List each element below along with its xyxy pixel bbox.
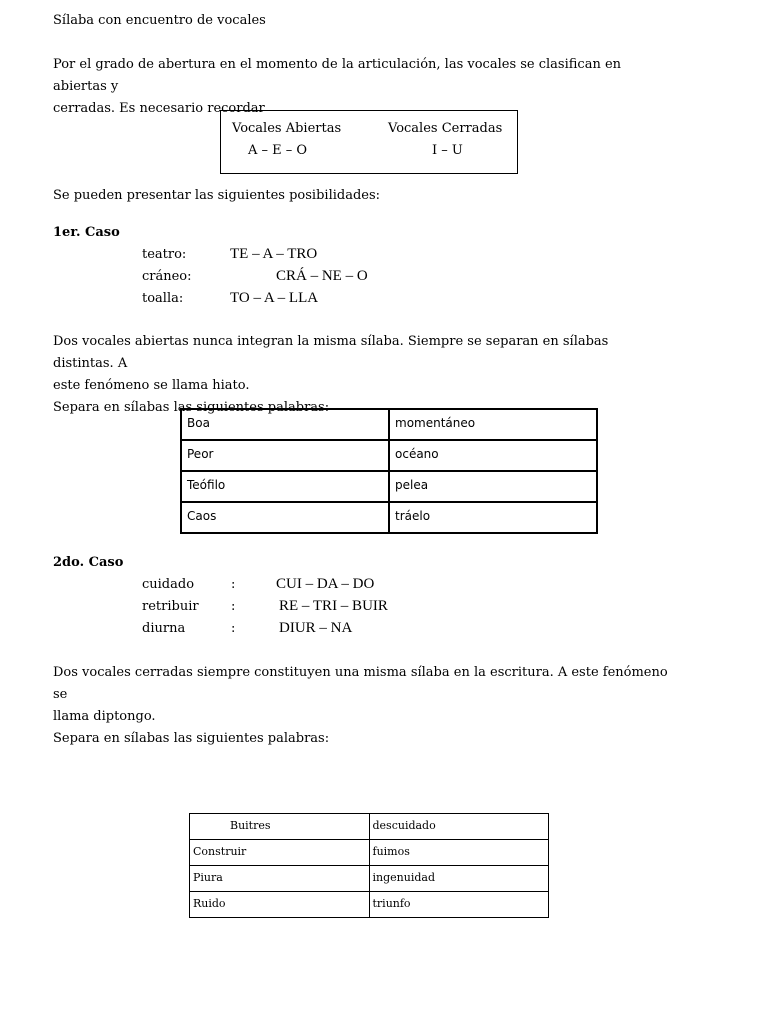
- table-cell: ingenuidad: [369, 866, 549, 892]
- case2-example-word: retribuir: [142, 599, 199, 614]
- closed-vowels-values: I – U: [432, 143, 463, 158]
- intro-line-1: Por el grado de abertura en el momento de la articulación, las vocales se clasifican en abiertas y: [53, 57, 622, 94]
- table-row: [190, 892, 549, 918]
- case1-example-split: TE – A – TRO: [230, 246, 318, 262]
- table-cell: triunfo: [369, 892, 549, 918]
- table-cell: Buitres: [190, 814, 370, 840]
- table-cell: Piura: [190, 866, 370, 892]
- vowels-box: [220, 110, 518, 174]
- open-vowels-values: A – E – O: [248, 143, 308, 158]
- table-cell: Peor: [181, 440, 389, 471]
- table-cell: Construir: [190, 840, 370, 866]
- case2-exercise-table: [189, 813, 549, 918]
- table-cell: Boa: [181, 409, 389, 440]
- closed-vowels-label: Vocales Cerradas: [388, 121, 503, 136]
- table-cell: océano: [389, 440, 597, 471]
- table-cell: pelea: [389, 471, 597, 502]
- case2-example-colon: :: [231, 621, 236, 636]
- table-row: [181, 502, 597, 533]
- case1-explanation-line-2: este fenómeno se llama hiato.: [53, 378, 250, 393]
- table-cell: Caos: [181, 502, 389, 533]
- case1-exercise-table: [180, 408, 598, 534]
- table-cell: descuidado: [369, 814, 549, 840]
- table-row: [190, 866, 549, 892]
- table-row: [190, 840, 549, 866]
- case2-explanation-line-2: llama diptongo.: [53, 709, 156, 724]
- table-row: [181, 440, 597, 471]
- page-title: Sílaba con encuentro de vocales: [53, 13, 266, 28]
- case1-example-word: toalla:: [142, 291, 184, 306]
- case2-explanation: [53, 662, 673, 750]
- case2-example-colon: :: [231, 599, 236, 614]
- case2-example-split: RE – TRI – BUIR: [279, 598, 388, 614]
- table-cell: momentáneo: [389, 409, 597, 440]
- possibilities-text: Se pueden presentar las siguientes posibilidades:: [53, 188, 381, 203]
- case2-instruction: Separa en sílabas las siguientes palabras:: [53, 731, 330, 746]
- table-cell: tráelo: [389, 502, 597, 533]
- open-vowels-label: Vocales Abiertas: [232, 121, 342, 136]
- case1-heading: 1er. Caso: [53, 225, 120, 240]
- case2-example-colon: :: [231, 577, 236, 592]
- case2-example-split: DIUR – NA: [279, 620, 353, 636]
- case2-example-word: cuidado: [142, 577, 195, 592]
- case2-heading: 2do. Caso: [53, 555, 124, 570]
- table-row: [181, 409, 597, 440]
- intro-line-2: cerradas. Es necesario recordar: [53, 101, 265, 116]
- table-cell: fuimos: [369, 840, 549, 866]
- case1-explanation: [53, 331, 673, 419]
- table-row: [181, 471, 597, 502]
- case1-example-word: teatro:: [142, 247, 187, 262]
- case1-instruction: Separa en sílabas las siguientes palabras:: [53, 400, 330, 415]
- table-cell: Teófilo: [181, 471, 389, 502]
- case2-example-split: CUI – DA – DO: [276, 576, 375, 592]
- case2-explanation-line-1: Dos vocales cerradas siempre constituyen una misma sílaba en la escritura. A este fenómeno se: [53, 665, 668, 702]
- table-row: [190, 814, 549, 840]
- case1-example-word: cráneo:: [142, 269, 192, 284]
- case1-explanation-line-1: Dos vocales abiertas nunca integran la misma sílaba. Siempre se separan en sílabas distintas. A: [53, 334, 609, 371]
- table-cell: Ruido: [190, 892, 370, 918]
- case1-example-split: TO – A – LLA: [230, 290, 319, 306]
- case1-example-split: CRÁ – NE – O: [276, 268, 368, 284]
- case2-example-word: diurna: [142, 621, 186, 636]
